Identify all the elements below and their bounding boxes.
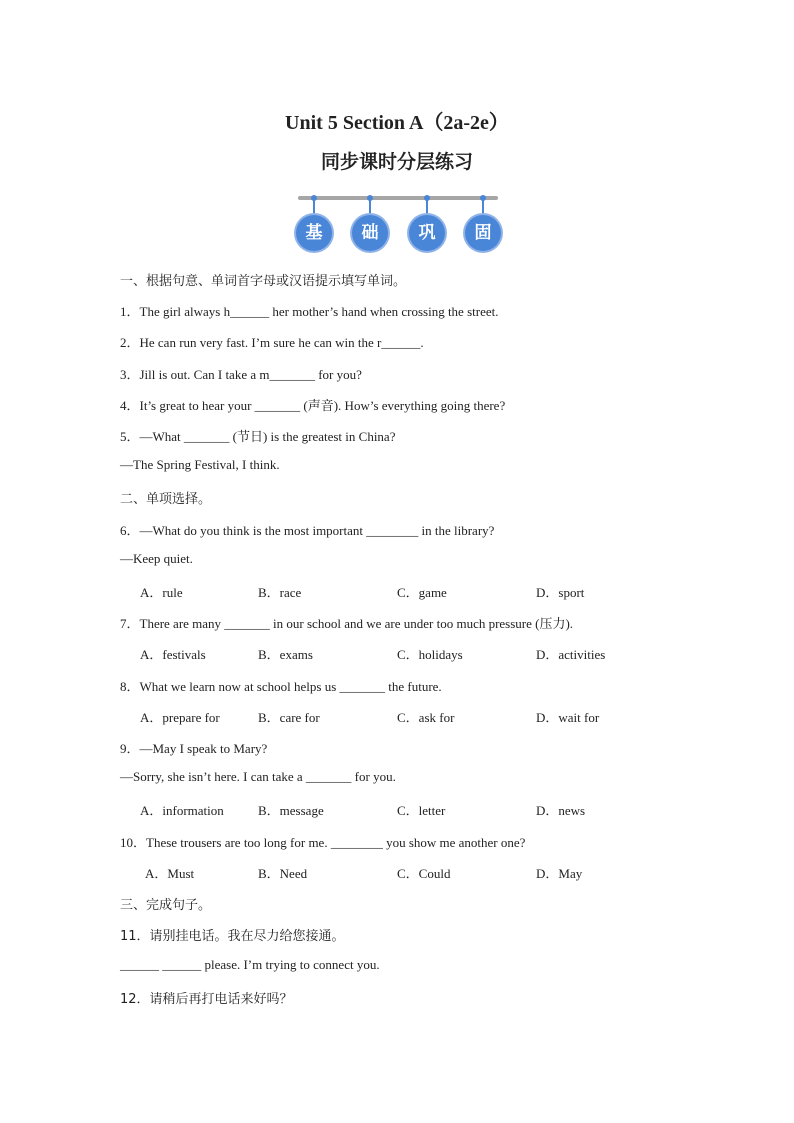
section-heading: 二、单项选择。 — [120, 492, 212, 507]
question-12: 12．请稍后再打电话来好吗？ — [120, 992, 293, 1007]
question-1: 1．The girl always h______ her mother’s hand when crossing the street. — [120, 304, 499, 319]
option-b: B．message — [258, 803, 324, 818]
option-d: D．May — [536, 866, 583, 881]
answer-line: —Sorry, she isn’t here. I can take a _______ for you. — [120, 769, 396, 784]
option-a: A．information — [140, 803, 224, 818]
answer-line: ______ ______ please. I’m trying to connect you. — [120, 957, 380, 972]
question-10: 10．These trousers are too long for me. ________ you show me another one? — [120, 835, 526, 850]
question-2: 2．He can run very fast. I’m sure he can win the r______. — [120, 335, 424, 350]
option-a: A．Must — [145, 866, 195, 881]
option-b: B．race — [258, 585, 302, 600]
option-a: A．rule — [140, 585, 183, 600]
banner-stem — [313, 198, 315, 216]
option-a: A．prepare for — [140, 710, 220, 725]
option-b: B．exams — [258, 647, 313, 662]
answer-line: —The Spring Festival, I think. — [120, 457, 280, 472]
section-heading: 三、完成句子。 — [120, 898, 212, 913]
banner-char: 础 — [352, 215, 388, 251]
banner-stem — [369, 198, 371, 216]
page-title: Unit 5 Section A（2a-2e） — [285, 112, 509, 134]
question-3: 3．Jill is out. Can I take a m_______ for you? — [120, 367, 362, 382]
question-6: 6．—What do you think is the most important ________ in the library? — [120, 523, 495, 538]
question-8: 8．What we learn now at school helps us _______ the future. — [120, 679, 442, 694]
question-4: 4．It’s great to hear your _______ (声音). How’s everything going there? — [120, 398, 506, 413]
banner-char: 巩 — [409, 215, 445, 251]
option-b: B．Need — [258, 866, 308, 881]
option-c: C．letter — [397, 803, 446, 818]
option-a: A．festivals — [140, 647, 206, 662]
answer-line: —Keep quiet. — [120, 551, 193, 566]
option-c: C．Could — [397, 866, 451, 881]
option-c: C．ask for — [397, 710, 455, 725]
question-11: 11．请别挂电话。我在尽力给您接通。 — [120, 929, 345, 944]
banner-char: 基 — [296, 215, 332, 251]
option-d: D．sport — [536, 585, 585, 600]
banner-stem — [482, 198, 484, 216]
question-5: 5．—What _______ (节日) is the greatest in China? — [120, 429, 396, 444]
page-subtitle: 同步课时分层练习 — [320, 151, 473, 173]
option-d: D．news — [536, 803, 586, 818]
banner-char: 固 — [465, 215, 501, 251]
option-c: C．holidays — [397, 647, 463, 662]
question-7: 7．There are many _______ in our school and we are under too much pressure (压力). — [120, 616, 574, 631]
banner-stem — [426, 198, 428, 216]
option-d: D．activities — [536, 647, 606, 662]
question-9: 9．—May I speak to Mary? — [120, 741, 268, 756]
option-b: B．care for — [258, 710, 320, 725]
option-c: C．game — [397, 585, 447, 600]
option-d: D．wait for — [536, 710, 600, 725]
section-heading: 一、根据句意、单词首字母或汉语提示填写单词。 — [120, 274, 407, 289]
